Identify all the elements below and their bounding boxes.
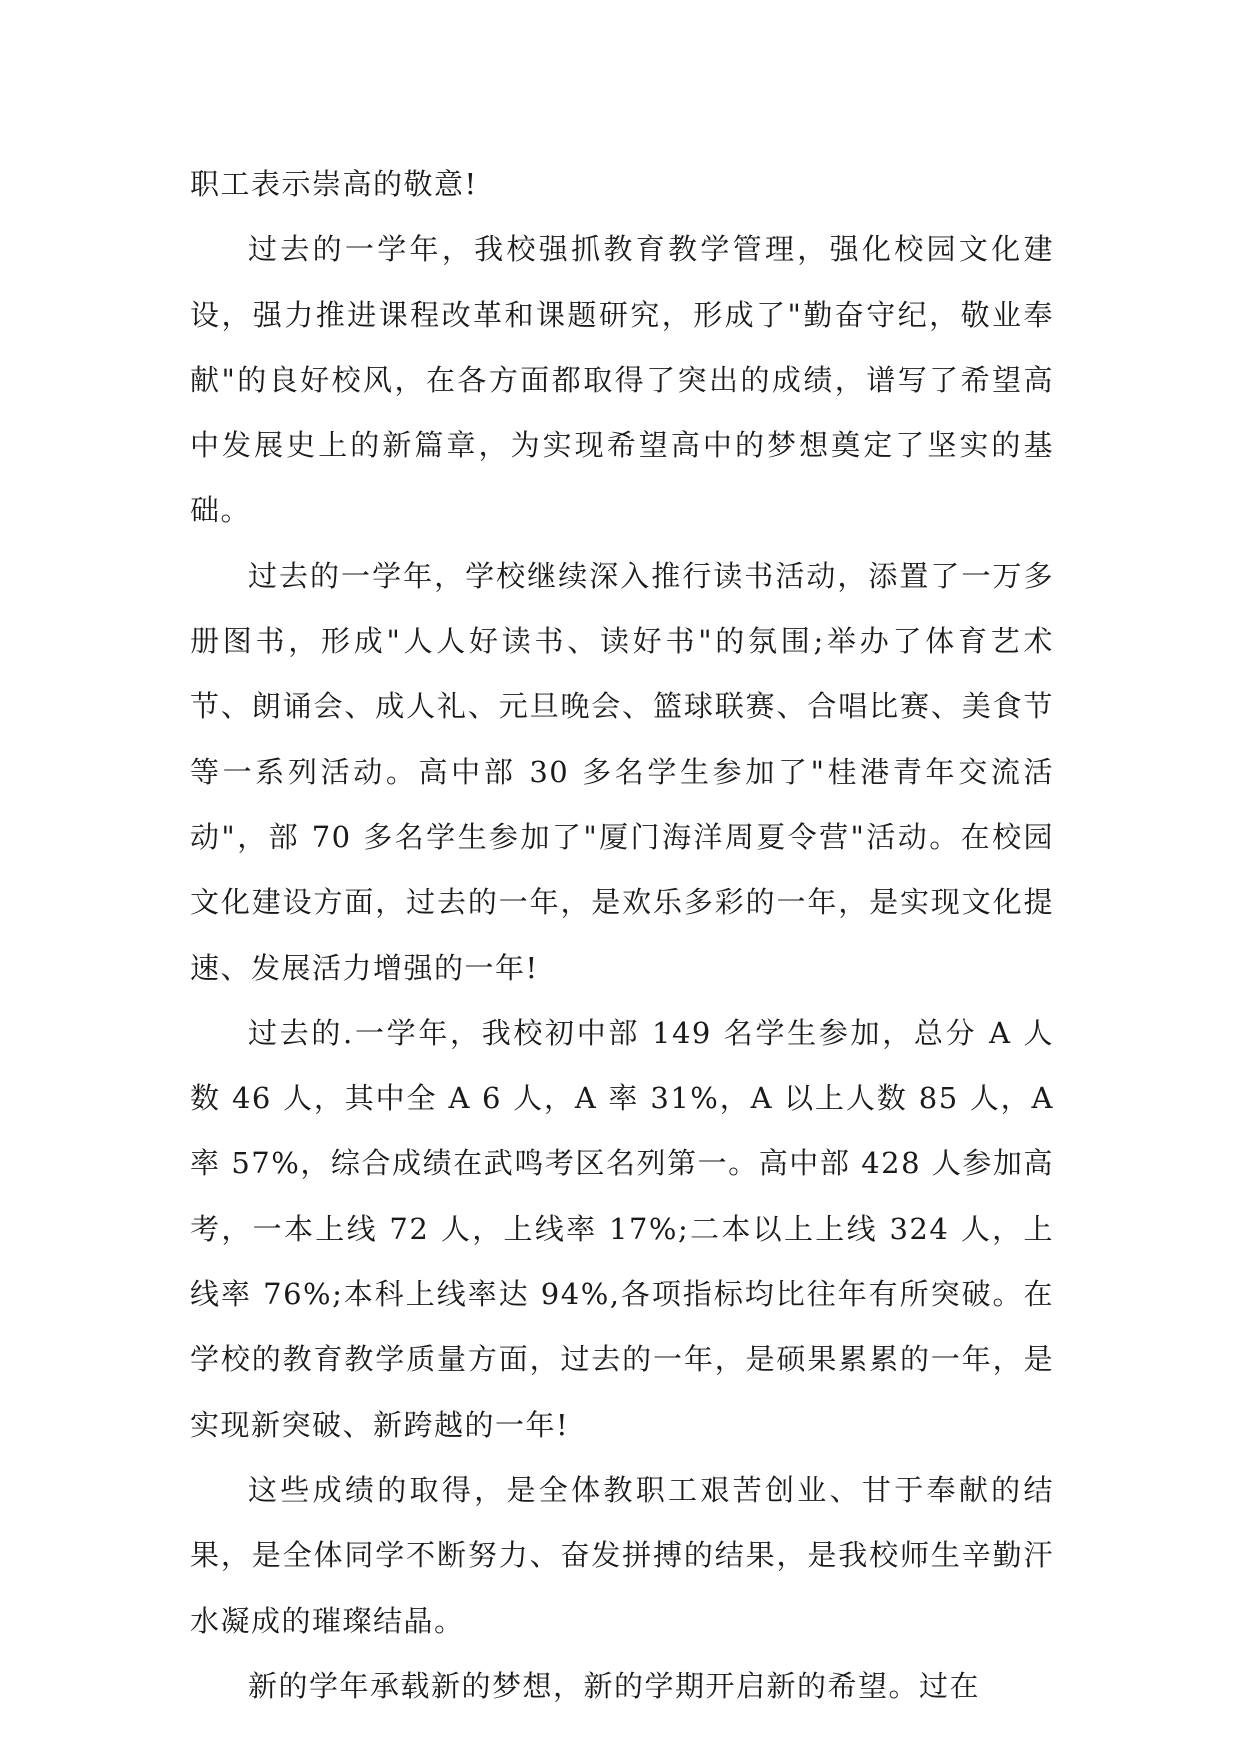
paragraph-continuation: 职工表示崇高的敬意! [190, 167, 478, 201]
paragraph-campus-activities: 过去的一学年，学校继续深入推行读书活动，添置了一万多册图书，形成"人人好读书、读好书"的氛围;举办了体育艺术节、朗诵会、成人礼、元旦晚会、篮球联赛、合唱比赛、美食节等一系列活动。高中部 30 多名学生参加了"桂港青年交流活动"，部 70 多名学生参加了"厦门海洋周夏令营"活动。在校园文化建设方面，过去的一年，是欢乐多彩的一年，是实现文化提速、发展活力增强的一年! [190, 558, 1054, 985]
paragraph-exam-results: 过去的.一学年，我校初中部 149 名学生参加，总分 A 人数 46 人，其中全 A 6 人，A 率 31%，A 以上人数 85 人，A 率 57%，综合成绩在武鸣考区名列第一。高中部 428 人参加高考，一本上线 72 人，上线率 17%;二本以上上线 324 人，上线率 76%;本科上线率达 94%,各项指标均比往年有所突破。在学校的教育教学质量方面，过去的一年，是硕果累累的一年，是实现新突破、新跨越的一年! [190, 1015, 1054, 1442]
paragraph-school-management: 过去的一学年，我校强抓教育教学管理，强化校园文化建设，强力推进课程改革和课题研究，形成了"勤奋守纪，敬业奉献"的良好校风，在各方面都取得了突出的成绩，谱写了希望高中发展史上的新篇章，为实现希望高中的梦想奠定了坚实的基础。 [190, 232, 1054, 528]
paragraph-new-semester: 新的学年承载新的梦想，新的学期开启新的希望。过在 [248, 1668, 981, 1703]
document-page [190, 152, 1054, 1719]
paragraph-achievements: 这些成绩的取得，是全体教职工艰苦创业、甘于奉献的结果，是全体同学不断努力、奋发拼搏的结果，是我校师生辛勤汗水凝成的璀璨结晶。 [190, 1472, 1054, 1638]
